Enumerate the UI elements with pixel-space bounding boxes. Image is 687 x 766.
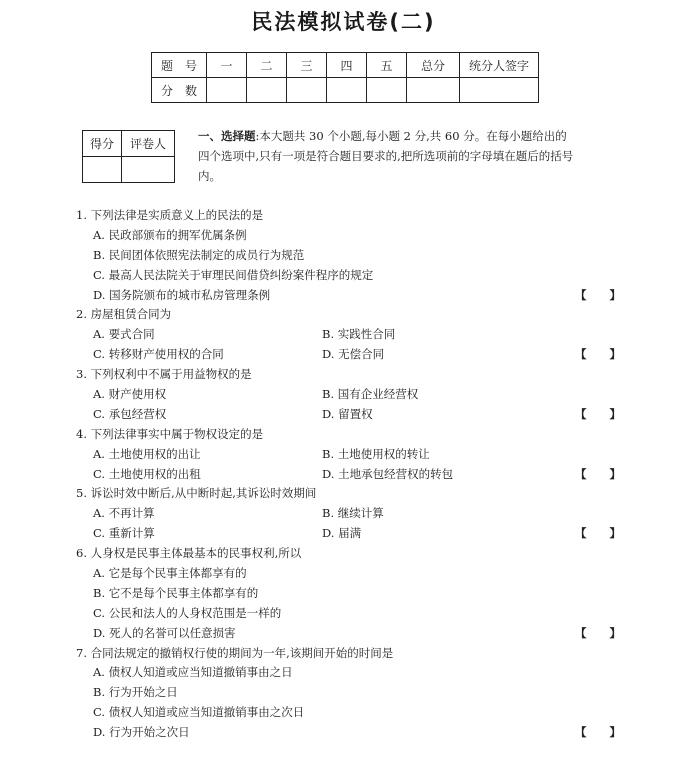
option-c[interactable]: C. 最高人民法院关于审理民间借贷纠纷案件程序的规定 <box>93 267 374 282</box>
grader-box <box>82 130 175 183</box>
answer-bracket[interactable] <box>575 524 621 544</box>
bracket-close: 】 <box>609 526 621 541</box>
score-header-cell: 题 号 <box>152 53 207 78</box>
question-stem: 5. 诉讼时效中断后,从中断时起,其诉讼时效期间 <box>76 486 317 501</box>
option-d[interactable]: D. 国务院颁布的城市私房管理条例 <box>93 287 271 302</box>
option-row <box>76 286 621 306</box>
option-c[interactable]: C. 承包经营权 <box>93 406 167 421</box>
bracket-open: 【 <box>575 466 587 481</box>
option-row <box>76 345 621 365</box>
section-instruction <box>198 126 578 186</box>
score-input-cell[interactable] <box>407 78 460 103</box>
bracket-close: 】 <box>609 347 621 362</box>
option-b[interactable]: B. 实践性合同 <box>322 327 396 342</box>
score-header-cell: 三 <box>287 53 327 78</box>
option-d[interactable]: D. 行为开始之次日 <box>93 725 190 740</box>
option-d[interactable]: D. 留置权 <box>322 406 373 421</box>
answer-bracket[interactable] <box>575 405 621 425</box>
option-c[interactable]: C. 土地使用权的出租 <box>93 466 201 481</box>
grader-entry-cell[interactable] <box>122 157 175 183</box>
option-a[interactable]: A. 债权人知道或应当知道撤销事由之日 <box>93 665 293 680</box>
score-table-value-row <box>152 78 539 103</box>
option-a[interactable]: A. 它是每个民事主体都享有的 <box>93 566 247 581</box>
score-input-cell[interactable] <box>460 78 539 103</box>
option-b[interactable]: B. 土地使用权的转让 <box>322 446 430 461</box>
score-table <box>151 52 539 103</box>
score-entry-cell[interactable] <box>83 157 122 183</box>
score-input-cell[interactable] <box>207 78 247 103</box>
option-row <box>76 405 621 425</box>
option-row <box>76 465 621 485</box>
option-a[interactable]: A. 要式合同 <box>93 327 155 342</box>
score-header-cell: 总分 <box>407 53 460 78</box>
bracket-close: 】 <box>609 466 621 481</box>
score-input-cell[interactable] <box>327 78 367 103</box>
option-b[interactable]: B. 行为开始之日 <box>93 685 178 700</box>
score-table-header-row <box>152 53 539 78</box>
option-b[interactable]: B. 民间团体依照宪法制定的成员行为规范 <box>93 247 305 262</box>
option-row <box>76 723 621 743</box>
bracket-open: 【 <box>575 725 587 740</box>
question-stem: 3. 下列权利中不属于用益物权的是 <box>76 367 252 382</box>
score-label: 得分 <box>83 131 122 157</box>
score-input-cell[interactable] <box>367 78 407 103</box>
answer-bracket[interactable] <box>575 723 621 743</box>
answer-bracket[interactable] <box>575 624 621 644</box>
option-a[interactable]: A. 财产使用权 <box>93 387 167 402</box>
bracket-open: 【 <box>575 347 587 362</box>
option-c[interactable]: C. 重新计算 <box>93 526 155 541</box>
question-stem: 4. 下列法律事实中属于物权设定的是 <box>76 426 264 441</box>
bracket-close: 】 <box>609 287 621 302</box>
bracket-close: 】 <box>609 625 621 640</box>
question-stem: 6. 人身权是民事主体最基本的民事权利,所以 <box>76 546 302 561</box>
score-input-cell[interactable] <box>287 78 327 103</box>
score-row-label: 分 数 <box>152 78 207 103</box>
score-header-cell: 二 <box>247 53 287 78</box>
option-d[interactable]: D. 死人的名誉可以任意损害 <box>93 625 236 640</box>
score-header-cell: 统分人签字 <box>460 53 539 78</box>
answer-bracket[interactable] <box>575 465 621 485</box>
question-stem: 7. 合同法规定的撤销权行使的期间为一年,该期间开始的时间是 <box>76 645 394 660</box>
score-header-cell: 五 <box>367 53 407 78</box>
score-input-cell[interactable] <box>247 78 287 103</box>
option-a[interactable]: A. 不再计算 <box>93 506 155 521</box>
option-d[interactable]: D. 无偿合同 <box>322 347 385 362</box>
option-a[interactable]: A. 民政部颁布的拥军优属条例 <box>93 227 247 242</box>
option-row <box>76 524 621 544</box>
answer-bracket[interactable] <box>575 286 621 306</box>
option-row <box>76 624 621 644</box>
option-b[interactable]: B. 它不是每个民事主体都享有的 <box>93 585 259 600</box>
question-stem: 1. 下列法律是实质意义上的民法的是 <box>76 208 264 222</box>
exam-title: 民法模拟试卷(二) <box>251 10 436 34</box>
score-header-cell: 四 <box>327 53 367 78</box>
option-d[interactable]: D. 届满 <box>322 526 362 541</box>
option-c[interactable]: C. 转移财产使用权的合同 <box>93 347 224 362</box>
score-header-cell: 一 <box>207 53 247 78</box>
option-d[interactable]: D. 土地承包经营权的转包 <box>322 466 454 481</box>
answer-bracket[interactable] <box>575 345 621 365</box>
bracket-open: 【 <box>575 526 587 541</box>
question-list <box>76 206 621 743</box>
bracket-close: 】 <box>609 406 621 421</box>
option-b[interactable]: B. 继续计算 <box>322 506 384 521</box>
option-c[interactable]: C. 债权人知道或应当知道撤销事由之次日 <box>93 705 305 720</box>
bracket-open: 【 <box>575 406 587 421</box>
option-row <box>76 325 621 345</box>
section-heading: 一、选择题 <box>198 129 256 143</box>
option-a[interactable]: A. 土地使用权的出让 <box>93 446 201 461</box>
question-stem: 2. 房屋租赁合同为 <box>76 307 172 322</box>
option-c[interactable]: C. 公民和法人的人身权范围是一样的 <box>93 605 282 620</box>
bracket-close: 】 <box>609 725 621 740</box>
grader-label: 评卷人 <box>122 131 175 157</box>
bracket-open: 【 <box>575 625 587 640</box>
section-description: :本大题共 30 个小题,每小题 2 分,共 60 分。在每小题给出的四个选项中,只有一项是符合题目要求的,把所选项前的字母填在题后的括号内。 <box>198 129 574 183</box>
bracket-open: 【 <box>575 287 587 302</box>
option-b[interactable]: B. 国有企业经营权 <box>322 387 419 402</box>
option-row <box>76 445 621 465</box>
option-row <box>76 504 621 524</box>
option-row <box>76 385 621 405</box>
